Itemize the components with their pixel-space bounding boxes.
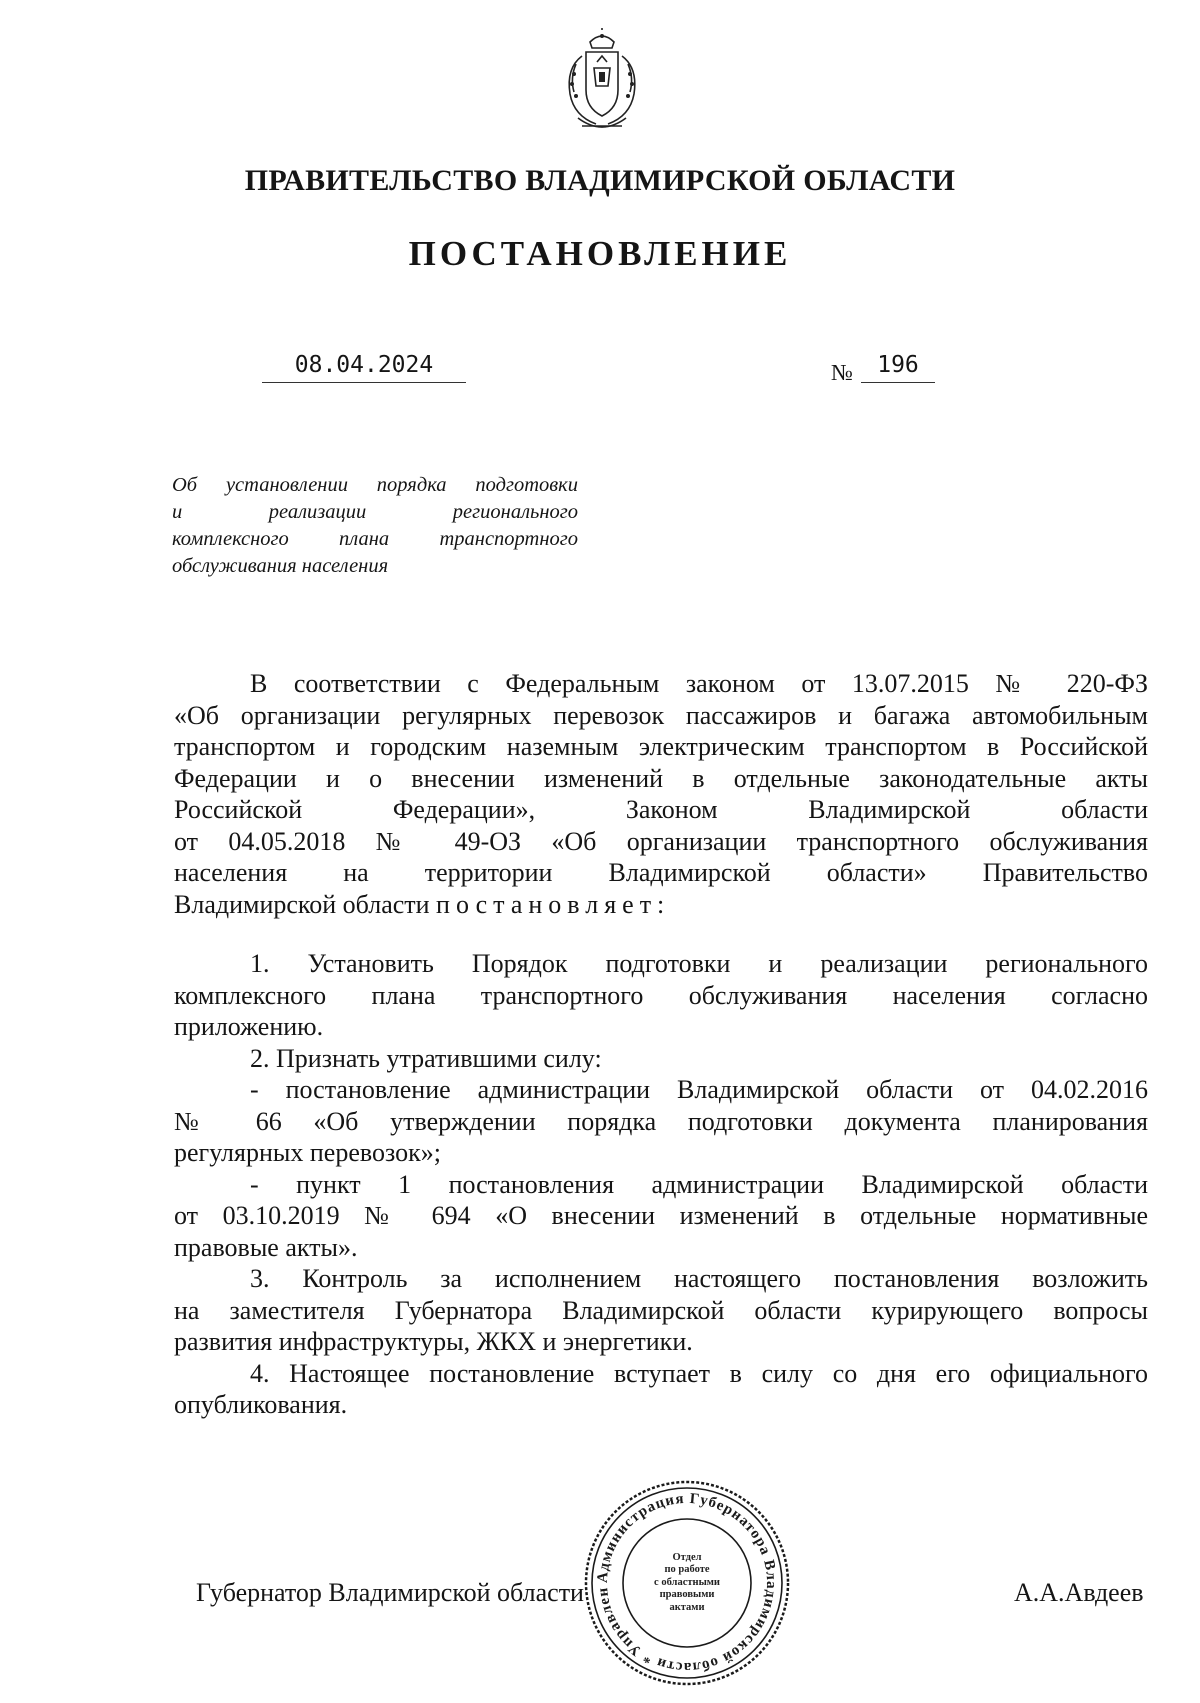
stamp-center-line: правовыми [659,1589,715,1601]
paragraph-2-line: 2. Признать утратившими силу: [250,1043,602,1073]
document-date: 08.04.2024 [262,352,466,383]
organization-title: ПРАВИТЕЛЬСТВО ВЛАДИМИРСКОЙ ОБЛАСТИ [244,164,956,197]
document-type-title: ПОСТАНОВЛЕНИЕ [408,234,792,273]
official-stamp [582,1478,792,1688]
preamble-line: населения на территории Владимирской области» Правительство [174,858,1148,887]
subject-line: комплексного плана транспортного [172,528,578,550]
stamp-center-line: с областными [654,1576,720,1588]
preamble-line: «Об организации регулярных перевозок пассажиров и багажа автомобильным [174,700,1148,730]
preamble-final-prefix: Владимирской области [174,889,430,919]
number-sign: № [831,360,853,385]
preamble-line: Федерации и о внесении изменений в отдельные законодательные акты [174,763,1148,793]
resolves-word: постановляет: [436,889,671,919]
paragraph-2-line: № 66 «Об утверждении порядка подготовки документа планирования [174,1106,1148,1136]
coat-of-arms-emblem [552,28,652,138]
paragraph-3-line: развития инфраструктуры, ЖКХ и энергетики. [174,1327,693,1356]
preamble-line: В соответствии с Федеральным законом от 13.07.2015 № 220-ФЗ [250,669,1148,698]
paragraph-1-line: комплексного плана транспортного обслуживания населения согласно [174,980,1148,1010]
paragraph-2-line: - постановление администрации Владимирской области от 04.02.2016 [250,1075,1148,1104]
subject-line: обслуживания населения [172,555,389,577]
preamble-line: от 04.05.2018 № 49-ОЗ «Об организации транспортного обслуживания [174,826,1148,856]
preamble-final-line [174,889,1148,921]
stamp-center-line: по работе [664,1564,710,1576]
preamble-line: Российской Федерации», Законом Владимирской области [174,795,1148,824]
stamp-center [582,1478,792,1688]
paragraph-2-line: от 03.10.2019 № 694 «О внесении изменений в отдельные нормативные [174,1201,1148,1230]
paragraph-2-line: правовые акты». [174,1232,358,1262]
paragraph-4-line: опубликования. [174,1390,348,1419]
signer-position: Губернатор Владимирской области [196,1578,584,1607]
document-number: 196 [861,352,935,383]
stamp-center-line: актами [669,1601,705,1613]
subject-line: и реализации регионального [172,501,578,523]
paragraph-1-line: 1. Установить Порядок подготовки и реализации регионального [250,949,1148,978]
document-body [174,668,1148,1421]
stamp-ring-text: Администрация Губернатора Владимирской области * Управлен [594,1490,780,1676]
paragraph-3-line: 3. Контроль за исполнением настоящего постановления возложить [250,1264,1148,1293]
paragraph-4-line: 4. Настоящее постановление вступает в силу со дня его официального [250,1358,1148,1388]
stamp-center-line: Отдел [672,1551,702,1563]
document-subject [172,472,578,580]
paragraph-2-line: регулярных перевозок»; [174,1138,441,1167]
subject-line: Об установлении порядка подготовки [172,474,578,496]
paragraph-2-line: - пункт 1 постановления администрации Владимирской области [250,1169,1148,1199]
preamble-line: транспортом и городским наземным электрическим транспортом в Российской [174,732,1148,761]
paragraph-3-line: на заместителя Губернатора Владимирской области курирующего вопросы [174,1295,1148,1325]
signer-name: А.А.Авдеев [1014,1578,1144,1607]
paragraph-1-line: приложению. [174,1012,324,1041]
